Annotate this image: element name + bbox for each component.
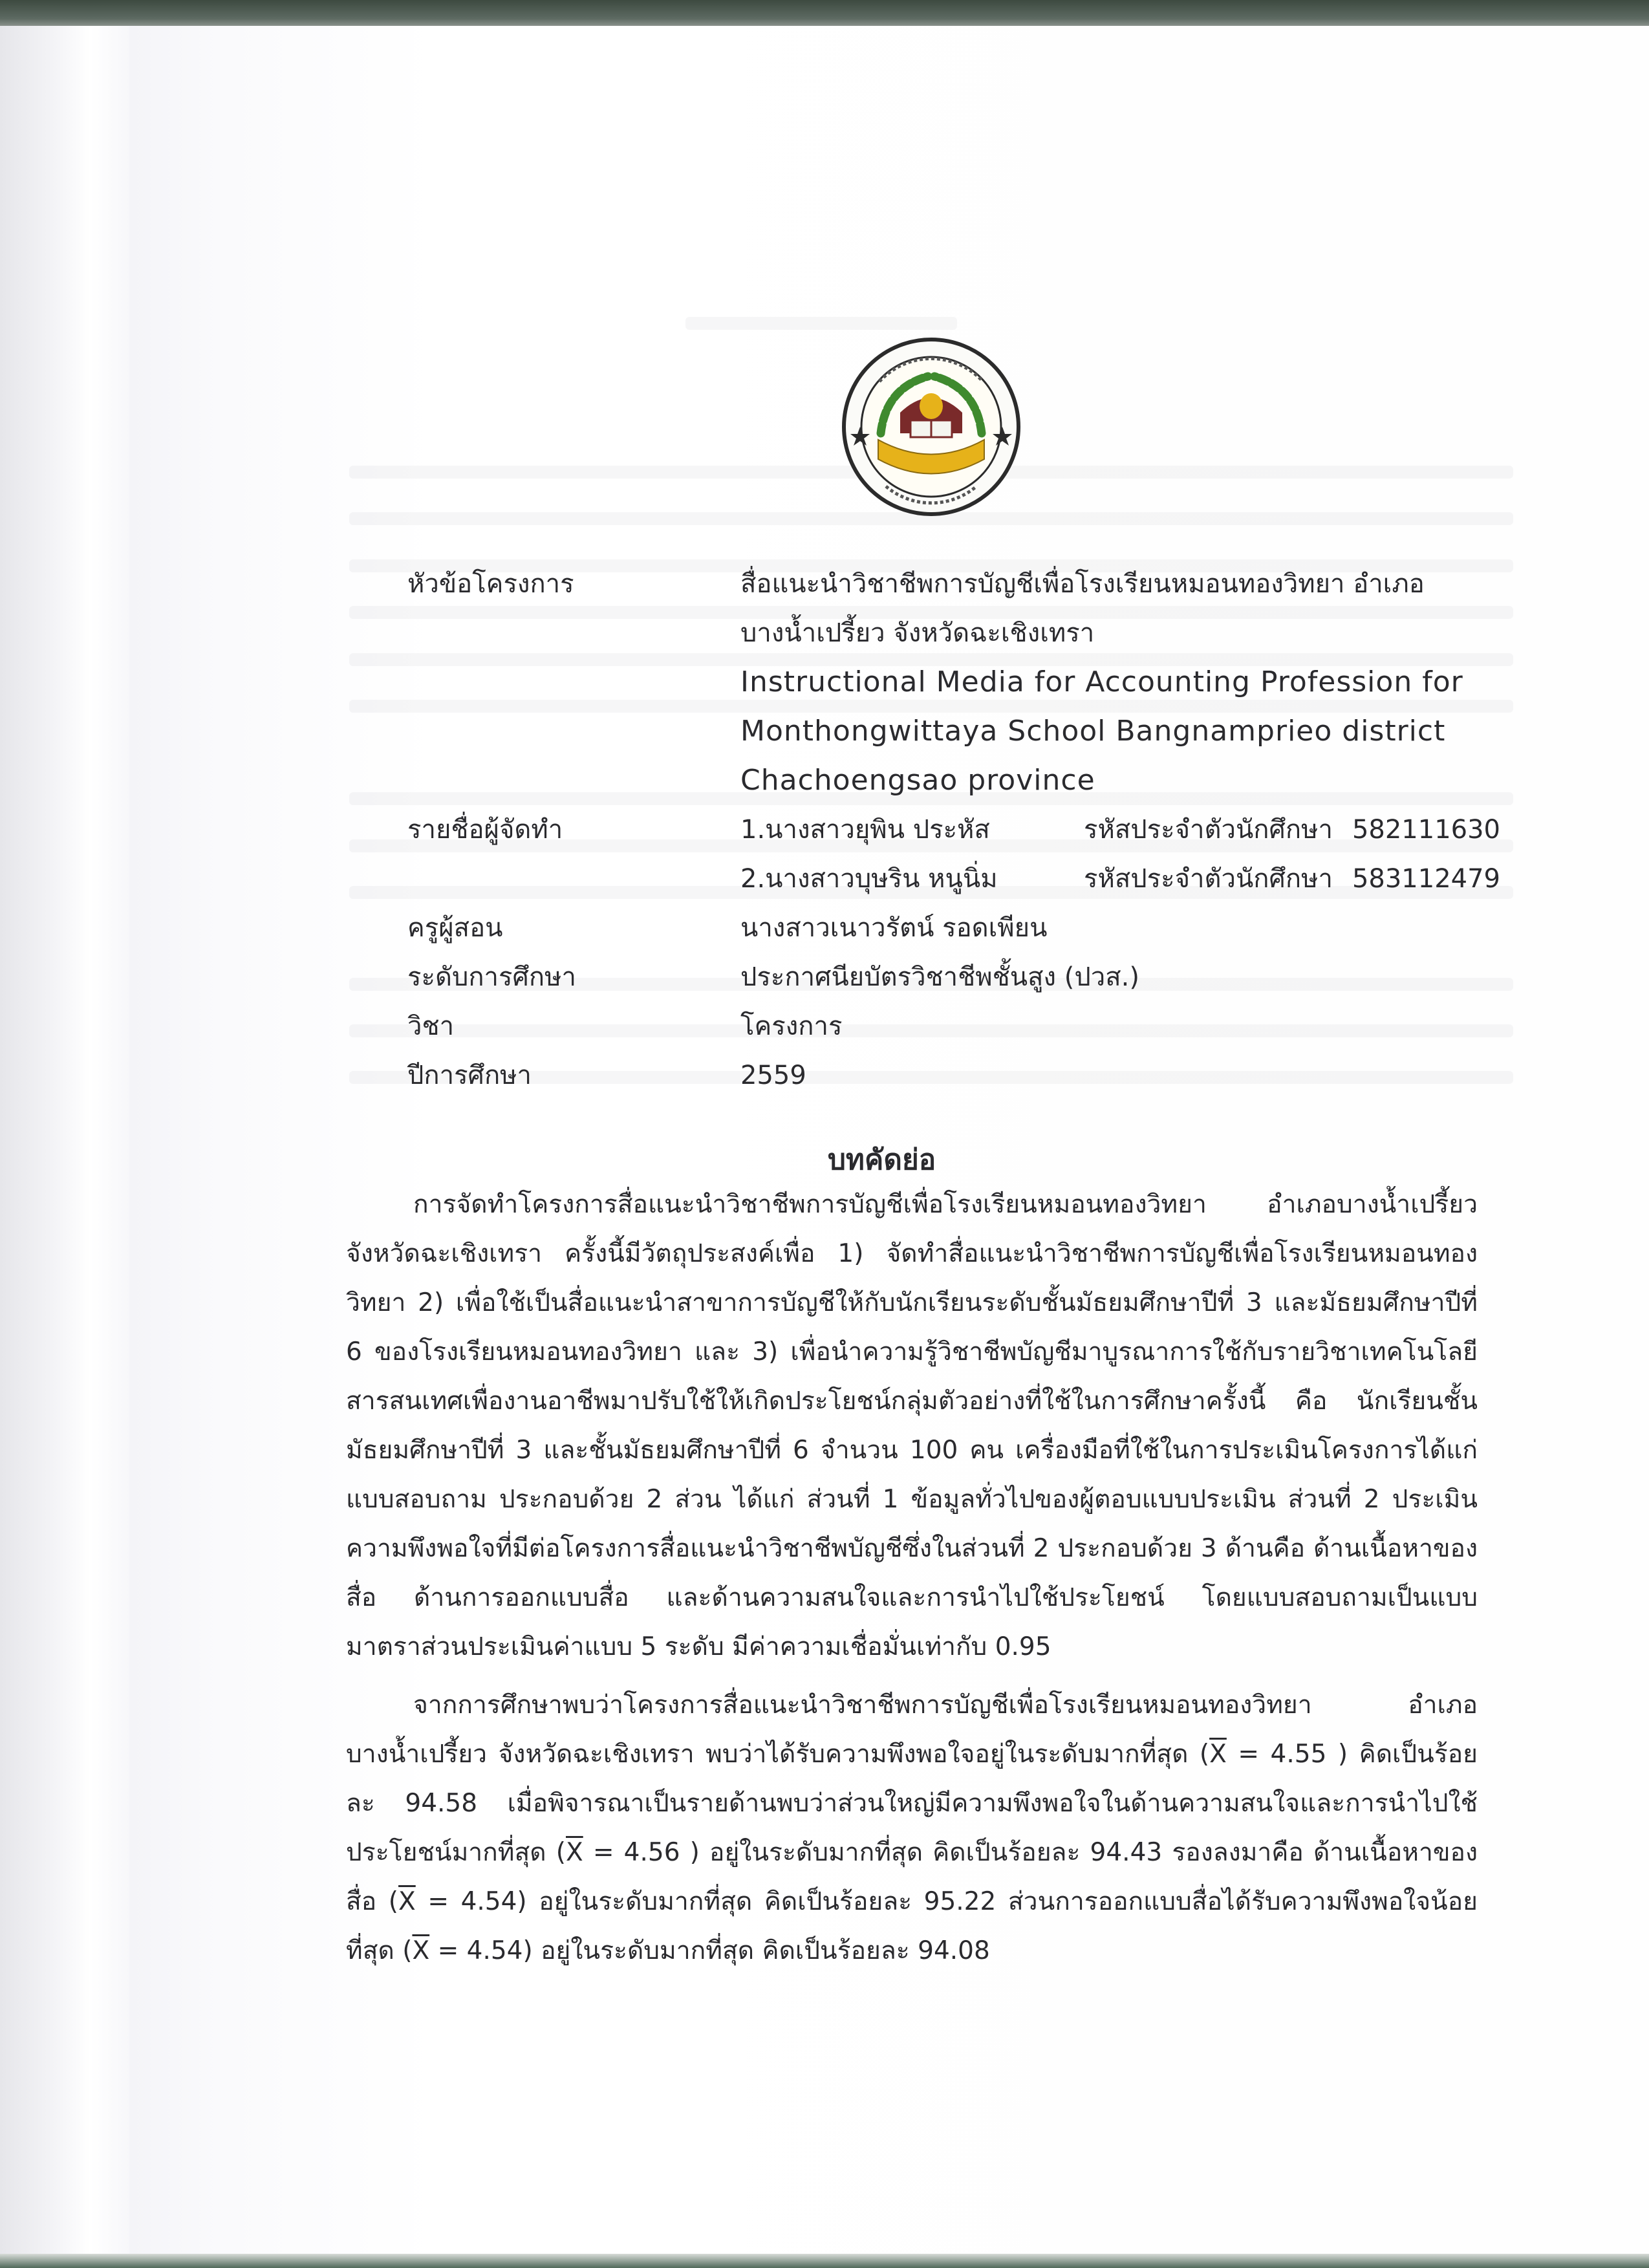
project-title-label: หัวข้อโครงการ	[407, 569, 574, 599]
author-item	[740, 854, 1500, 903]
subject-value: โครงการ	[740, 1011, 843, 1041]
project-title-en-line3: Chachoengsao province	[740, 764, 1095, 797]
project-title-en-line1: Instructional Media for Accounting Profession for	[740, 665, 1463, 698]
level-label: ระดับการศึกษา	[407, 962, 576, 992]
abstract-text-segment: = 4.55 ) คิดเป็นร้อยละ 94.58 เมื่อพิจารณาเป็นรายด้านพบว่าส่วนใหญ่มีความพึงพอใจในด้านความสนใจและการนำไปใช้ประโยชน์มากที่สุด (	[346, 1740, 1478, 1867]
mean-symbol: $\overline{X}$	[566, 1838, 583, 1867]
year-value: 2559	[740, 1061, 806, 1090]
teacher-value: นางสาวเนาวรัตน์ รอดเพียน	[740, 913, 1048, 943]
author-item	[740, 805, 1500, 854]
author-name: 2.นางสาวบุษริน หนูนิ่ม	[740, 864, 998, 894]
year-label: ปีการศึกษา	[407, 1061, 532, 1090]
project-title-en-line2: Monthongwittaya School Bangnamprieo district	[740, 715, 1446, 748]
abstract-text-segment: = 4.56 ) อยู่ในระดับมากที่สุด คิดเป็นร้อยละ 94.43 รองลงมาคือ ด้านเนื้อหาของสื่อ (	[346, 1838, 1478, 1916]
abstract-paragraph-1: การจัดทำโครงการสื่อแนะนำวิชาชีพการบัญชีเพื่อโรงเรียนหมอนทองวิทยา อำเภอบางน้ำเปรี้ยว จังหวัดฉะเชิงเทรา ครั้งนี้มีวัตถุประสงค์เพื่อ 1) จัดทำสื่อแนะนำวิชาชีพการบัญชีเพื่อโรงเรียนหมอนทองวิทยา 2) เพื่อใช้เป็นสื่อแนะนำสาขาการบัญชีให้กับนักเรียนระดับชั้นมัธยมศึกษาปีที่ 3 และมัธยมศึกษาปีที่ 6 ของโรงเรียนหมอนทองวิทยา และ 3) เพื่อนำความรู้วิชาชีพบัญชีมาบูรณาการใช้กับรายวิชาเทคโนโลยีสารสนเทศเพื่องานอาชีพมาปรับใช้ให้เกิดประโยชน์กลุ่มตัวอย่างที่ใช้ในการศึกษาครั้งนี้ คือ นักเรียนชั้นมัธยมศึกษาปีที่ 3 และชั้นมัธยมศึกษาปีที่ 6 จำนวน 100 คน เครื่องมือที่ใช้ในการประเมินโครงการได้แก่ แบบสอบถาม ประกอบด้วย 2 ส่วน ได้แก่ ส่วนที่ 1 ข้อมูลทั่วไปของผู้ตอบแบบประเมิน ส่วนที่ 2 ประเมินความพึงพอใจที่มีต่อโครงการสื่อแนะนำวิชาชีพบัญชีซึ่งในส่วนที่ 2 ประกอบด้วย 3 ด้านคือ ด้านเนื้อหาของสื่อ ด้านการออกแบบสื่อ และด้านความสนใจและการนำไปใช้ประโยชน์ โดยแบบสอบถามเป็นแบบมาตราส่วนประเมินค่าแบบ 5 ระดับ มีค่าความเชื่อมั่นเท่ากับ 0.95	[346, 1190, 1478, 1661]
abstract-text-segment: = 4.54) อยู่ในระดับมากที่สุด คิดเป็นร้อยละ 95.22 ส่วนการออกแบบสื่อได้รับความพึงพอใจน้อยที่สุด (	[346, 1887, 1478, 1965]
abstract-paragraph-2	[346, 1681, 1478, 1976]
author-id: 583112479	[1352, 864, 1500, 894]
subject-row	[407, 1002, 1500, 1051]
project-info-block	[407, 559, 1500, 1100]
book-spine	[0, 26, 129, 2268]
book-bottom-edge	[0, 2254, 1649, 2268]
year-row	[407, 1051, 1500, 1100]
project-title-th-line2: บางน้ำเปรี้ยว จังหวัดฉะเชิงเทรา	[740, 618, 1095, 648]
mean-symbol: $\overline{X}$	[412, 1936, 430, 1965]
school-seal-logo	[841, 336, 1022, 517]
author-id: 582111630	[1352, 815, 1500, 845]
project-title-th-line1: สื่อแนะนำวิชาชีพการบัญชีเพื่อโรงเรียนหมอนทองวิทยา อำเภอ	[740, 569, 1425, 599]
abstract-text-segment: จากการศึกษาพบว่าโครงการสื่อแนะนำวิชาชีพการบัญชีเพื่อโรงเรียนหมอนทองวิทยา อำเภอบางน้ำเปรี้ยว จังหวัดฉะเชิงเทรา พบว่าได้รับความพึงพอใจอยู่ในระดับมากที่สุด (	[346, 1690, 1478, 1769]
level-row	[407, 953, 1500, 1002]
abstract-text-segment: = 4.54) อยู่ในระดับมากที่สุด คิดเป็นร้อยละ 94.08	[429, 1936, 990, 1965]
level-value: ประกาศนียบัตรวิชาชีพชั้นสูง (ปวส.)	[740, 962, 1139, 992]
show-through-text	[685, 317, 957, 330]
abstract-body	[346, 1180, 1478, 1985]
authors-row	[407, 805, 1500, 903]
authors-list	[740, 805, 1500, 903]
teacher-label: ครูผู้สอน	[407, 913, 503, 943]
project-title-value	[740, 559, 1500, 805]
authors-label: รายชื่อผู้จัดทำ	[407, 815, 563, 845]
teacher-row	[407, 903, 1500, 953]
mean-symbol: $\overline{X}$	[1209, 1740, 1227, 1769]
author-id-label: รหัสประจำตัวนักศึกษา	[1083, 864, 1333, 894]
mean-symbol: $\overline{X}$	[398, 1887, 416, 1916]
author-name: 1.นางสาวยุพิน ประหัส	[740, 815, 990, 845]
author-id-label: รหัสประจำตัวนักศึกษา	[1083, 815, 1333, 845]
subject-label: วิชา	[407, 1011, 455, 1041]
project-title-row	[407, 559, 1500, 805]
abstract-title: บทคัดย่อ	[828, 1143, 936, 1176]
